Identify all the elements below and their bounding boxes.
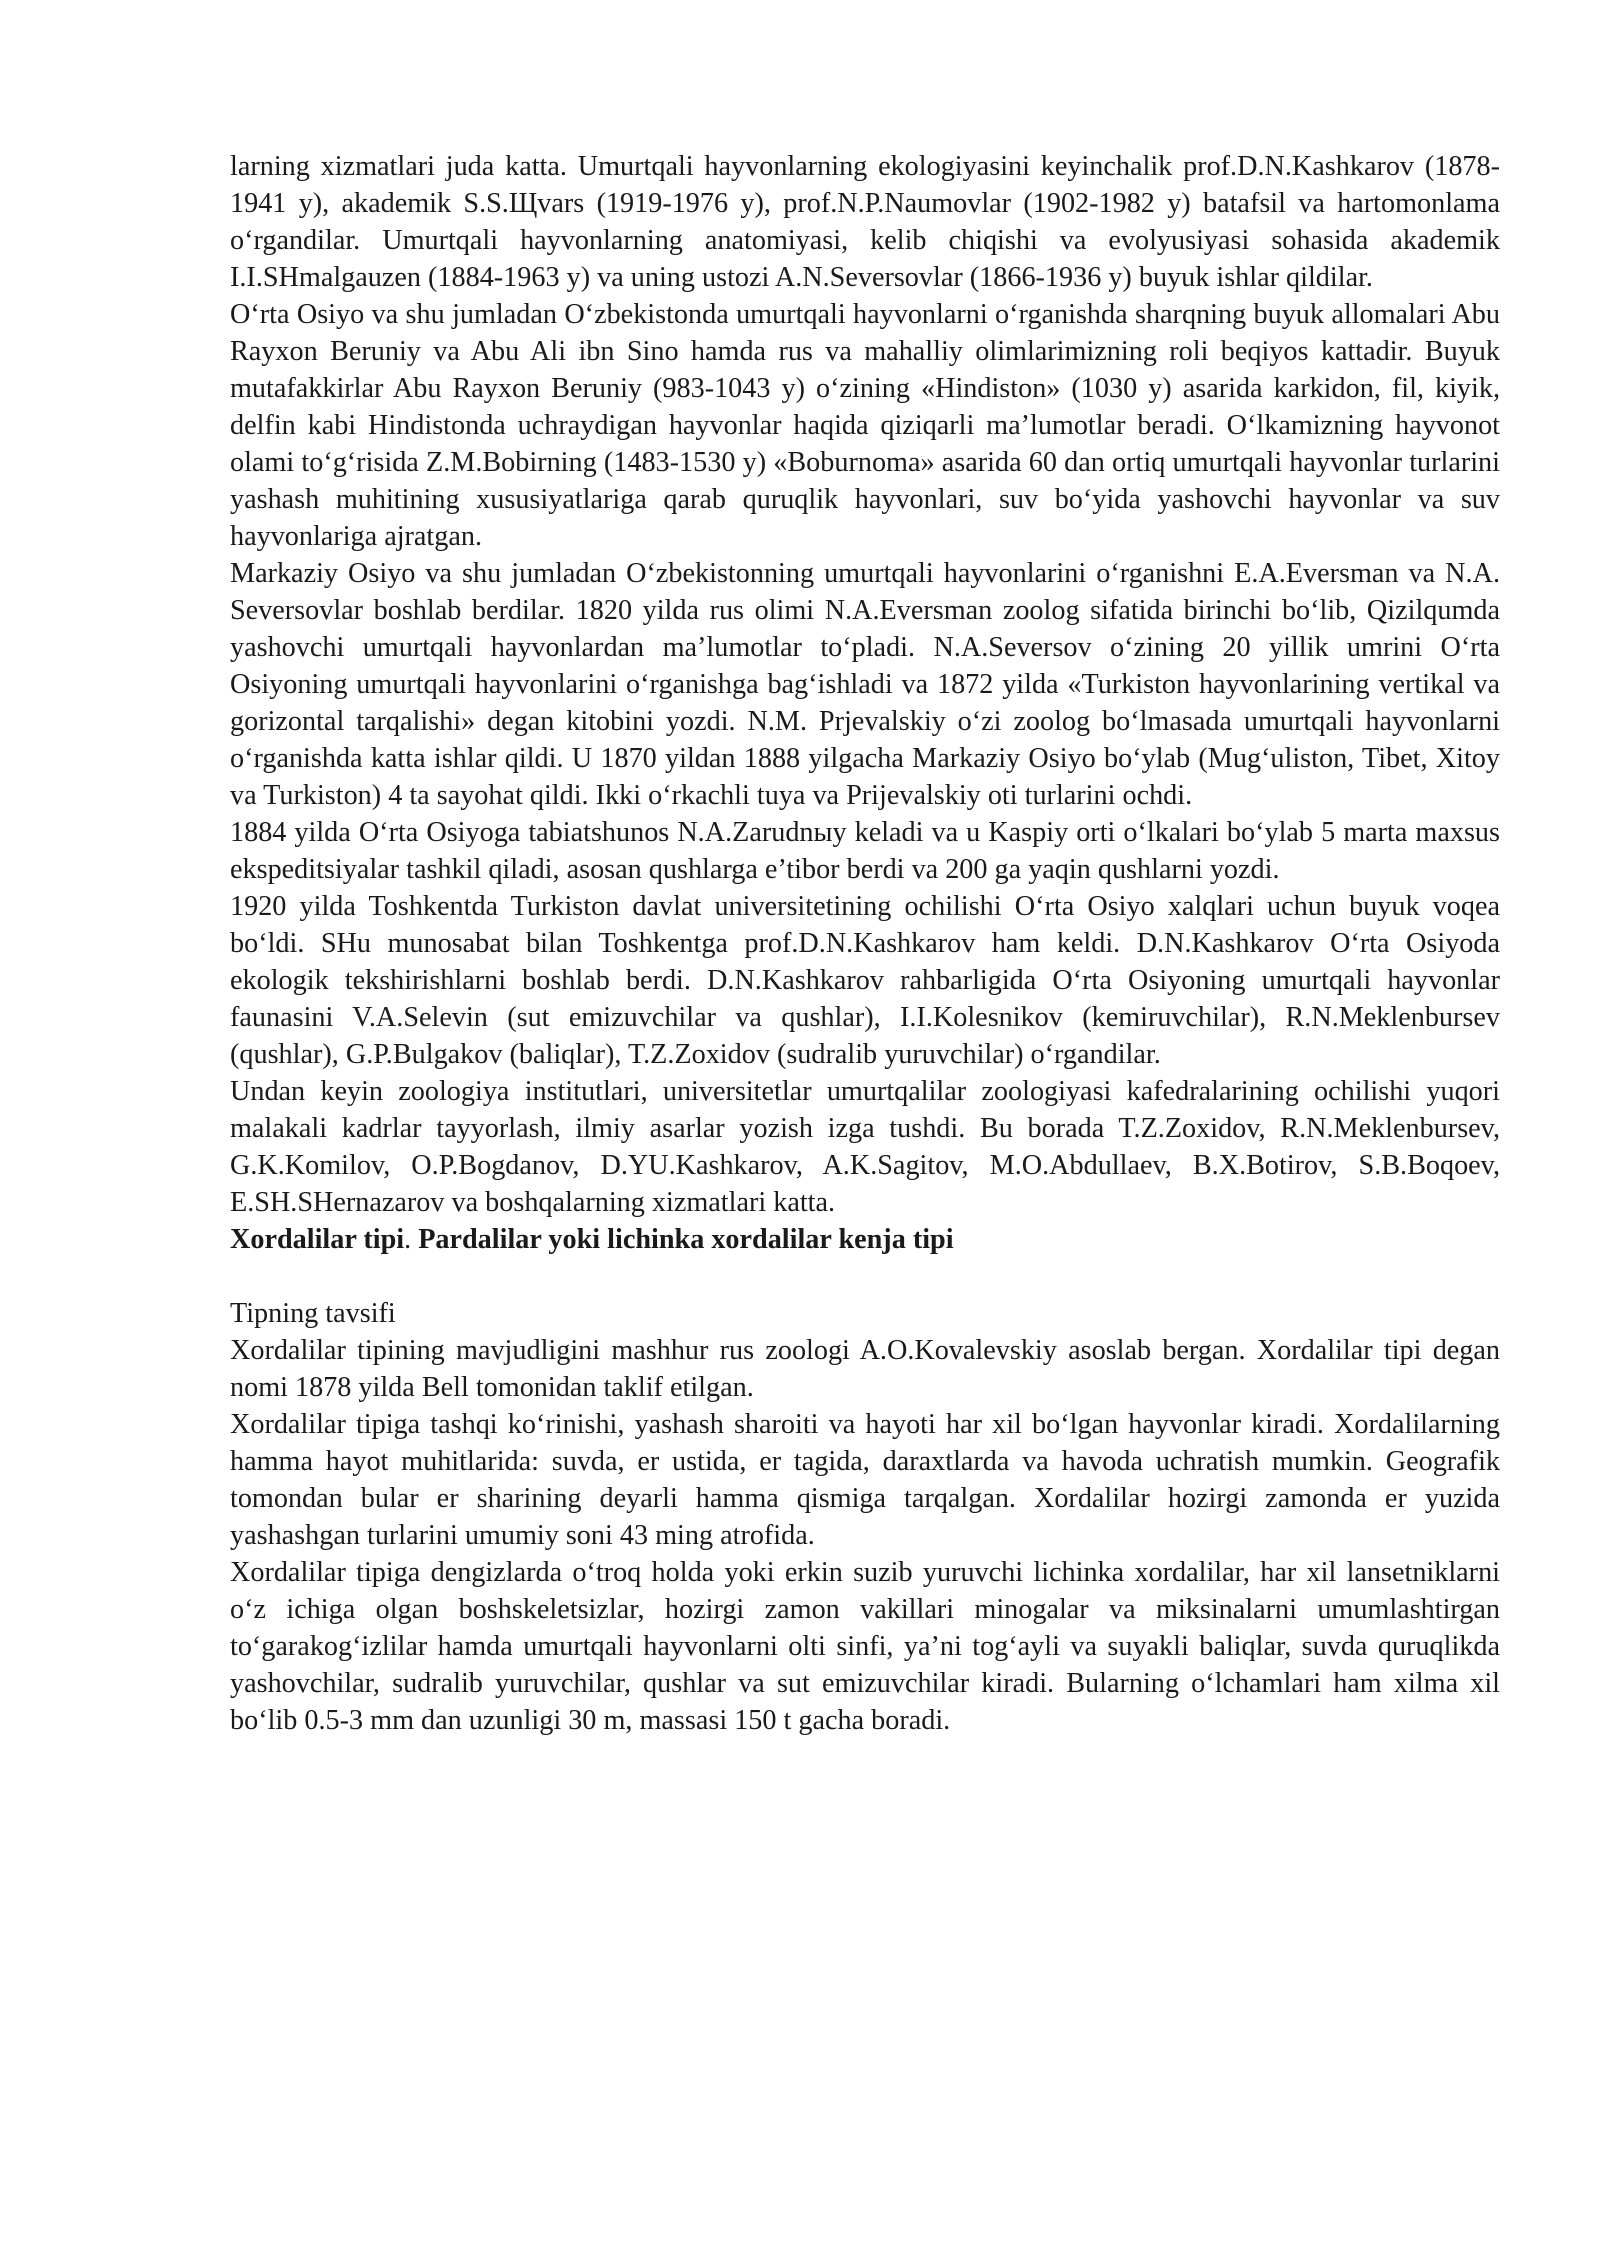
paragraph-scientists-ecology: larning xizmatlari juda katta. Umurtqali hayvonlarning ekologiyasini keyinchalik prof.D.N.Kashkarov (1878-1941 y), akademik S.S.Щvars (1919-1976 y), prof.N.P.Naumovlar (1902-1982 y) batafsil va hartomonlama oʻrgandilar. Umurtqali hayvonlarning anatomiyasi, kelib chiqishi va evolyusiyasi sohasida akademik I.I.SHmalgauzen (1884-1963 y) va uning ustozi A.N.Seversovlar (1866-1936 y) buyuk ishlar qildilar. <box>230 151 1500 293</box>
document-page <box>230 148 1500 1739</box>
section-heading <box>230 1221 1500 1258</box>
paragraph-tashkent-university: 1920 yilda Toshkentda Turkiston davlat universitetining ochilishi Oʻrta Osiyo xalqlari uchun buyuk voqea boʻldi. SHu munosabat bilan Toshkentga prof.D.N.Kashkarov ham keldi. D.N.Kashkarov Oʻrta Osiyoda ekologik tekshirishlarni boshlab berdi. D.N.Kashkarov rahbarligida Oʻrta Osiyoning umurtqali hayvonlar faunasini V.A.Selevin (sut emizuvchilar va qushlar), I.I.Kolesnikov (kemiruvchilar), R.N.Meklenbursev (qushlar), G.P.Bulgakov (baliqlar), T.Z.Zoxidov (sudralib yuruvchilar) oʻrgandilar. <box>230 891 1500 1070</box>
paragraph-chordate-habitats: Xordalilar tipiga tashqi koʻrinishi, yashash sharoiti va hayoti har xil boʻlgan hayvonlar kiradi. Xordalilarning hamma hayot muhitlarida: suvda, er ustida, er tagida, daraxtlarda va havoda uchratish mumkin. Geografik tomondan bular er sharining deyarli hamma qismiga tarqalgan. Xordalilar hozirgi zamonda er yuzida yashashgan turlarini umumiy soni 43 ming atrofida. <box>230 1409 1500 1551</box>
paragraph-zarudny: 1884 yilda Oʻrta Osiyoga tabiatshunos N.A.Zarudnыy keladi va u Kaspiy orti oʻlkalari boʻylab 5 marta maxsus ekspeditsiyalar tashkil qiladi, asosan qushlarga e’tibor berdi va 200 ga yaqin qushlarni yozdi. <box>230 817 1500 885</box>
section-subtitle: Tipning tavsifi <box>230 1298 396 1329</box>
paragraph-central-asia-scholars: Oʻrta Osiyo va shu jumladan Oʻzbekistonda umurtqali hayvonlarni oʻrganishda sharqning buyuk allomalari Abu Rayxon Beruniy va Abu Ali ibn Sino hamda rus va mahalliy olimlarimizning roli beqiyos kattadir. Buyuk mutafakkirlar Abu Rayxon Beruniy (983-1043 y) oʻzining «Hindiston» (1030 y) asarida karkidon, fil, kiyik, delfin kabi Hindistonda uchraydigan hayvonlar haqida qiziqarli ma’lumotlar beradi. Oʻlkamizning hayvonot olami toʻgʻrisida Z.M.Bobirning (1483-1530 y) «Boburnoma» asarida 60 dan ortiq umurtqali hayvonlar turlarini yashash muhitining xususiyatlariga qarab quruqlik hayvonlari, suv boʻyida yashovchi hayvonlar va suv hayvonlariga ajratgan. <box>230 299 1500 552</box>
paragraph-early-researchers: Markaziy Osiyo va shu jumladan Oʻzbekistonning umurtqali hayvonlarini oʻrganishni E.A.Eversman va N.A. Seversovlar boshlab berdilar. 1820 yilda rus olimi N.A.Eversman zoolog sifatida birinchi boʻlib, Qizilqumda yashovchi umurtqali hayvonlardan ma’lumotlar toʻpladi. N.A.Seversov oʻzining 20 yillik umrini Oʻrta Osiyoning umurtqali hayvonlarini oʻrganishga bagʻishladi va 1872 yilda «Turkiston hayvonlarining vertikal va gorizontal tarqalishi» degan kitobini yozdi. N.M. Prjevalskiy oʻzi zoolog boʻlmasada umurtqali hayvonlarni oʻrganishda katta ishlar qildi. U 1870 yildan 1888 yilgacha Markaziy Osiyo boʻylab (Mugʻuliston, Tibet, Xitoy va Turkiston) 4 ta sayohat qildi. Ikki oʻrkachli tuya va Prijevalskiy oti turlarini ochdi. <box>230 558 1500 811</box>
heading-part-1: Xordalilar tipi <box>230 1224 405 1255</box>
heading-part-2: Pardalilar yoki lichinka xordalilar kenja tipi <box>411 1224 954 1255</box>
paragraph-chordate-groups: Xordalilar tipiga dengizlarda oʻtroq holda yoki erkin suzib yuruvchi lichinka xordalilar, har xil lansetniklarni oʻz ichiga olgan boshskeletsizlar, hozirgi zamon vakillari minogalar va miksinalarni umumlashtirgan toʻgarakogʻizlilar hamda umurtqali hayvonlarni olti sinfi, ya’ni togʻayli va suyakli baliqlar, suvda quruqlikda yashovchilar, sudralib yuruvchilar, qushlar va sut emizuvchilar kiradi. Bularning oʻlchamlari ham xilma xil boʻlib 0.5-3 mm dan uzunligi 30 m, massasi 150 t gacha boradi. <box>230 1557 1500 1736</box>
heading-separator: . <box>404 1224 412 1255</box>
paragraph-institutes: Undan keyin zoologiya institutlari, universitetlar umurtqalilar zoologiyasi kafedralarining ochilishi yuqori malakali kadrlar tayyorlash, ilmiy asarlar yozish izga tushdi. Bu borada T.Z.Zoxidov, R.N.Meklenbursev, G.K.Komilov, O.P.Bogdanov, D.YU.Kashkarov, A.K.Sagitov, M.O.Abdullaev, B.X.Botirov, S.B.Boqoev, E.SH.SHernazarov va boshqalarning xizmatlari katta. <box>230 1076 1500 1218</box>
paragraph-kovalevsky: Xordalilar tipining mavjudligini mashhur rus zoologi A.O.Kovalevskiy asoslab bergan. Xordalilar tipi degan nomi 1878 yilda Bell tomonidan taklif etilgan. <box>230 1335 1500 1403</box>
